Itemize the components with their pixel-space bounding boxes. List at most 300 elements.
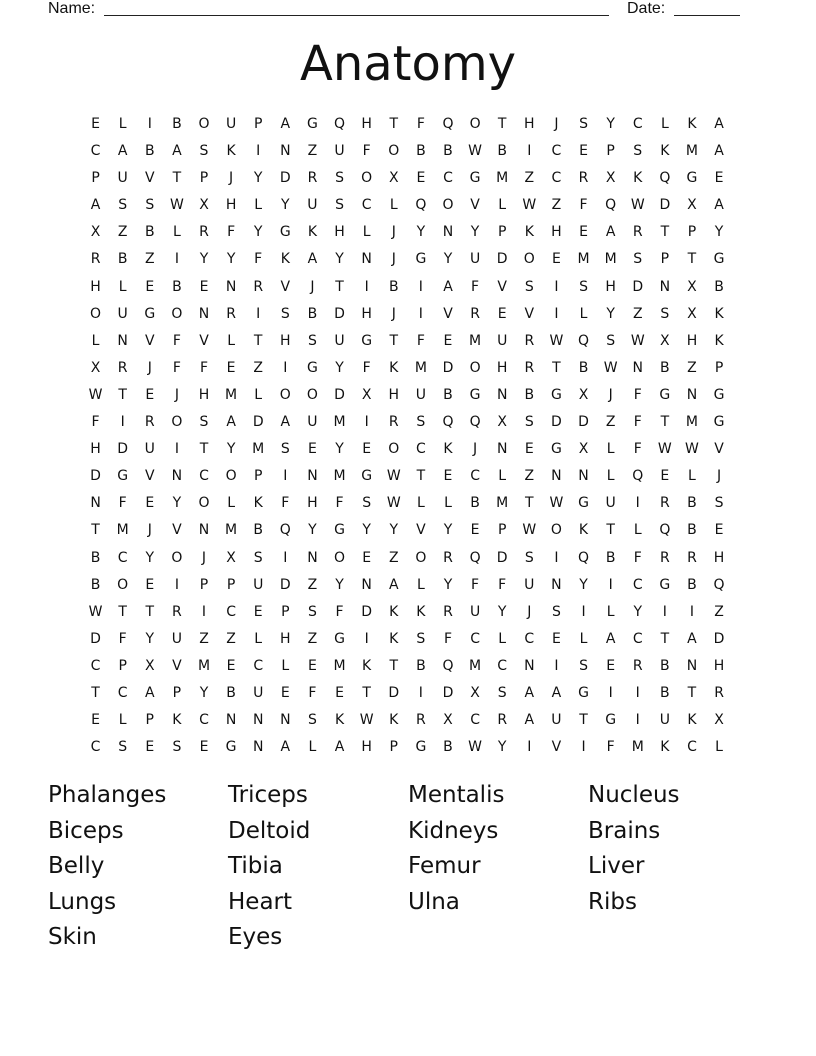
grid-letter: N: [524, 657, 535, 674]
grid-letter: E: [308, 657, 317, 674]
grid-letter: N: [686, 657, 698, 674]
grid-letter: G: [415, 739, 427, 756]
grid-letter: O: [90, 305, 102, 322]
grid-letter: E: [497, 305, 507, 322]
grid-letter: U: [469, 251, 481, 268]
grid-row: [82, 709, 733, 736]
grid-letter: P: [281, 603, 290, 620]
grid-letter: H: [361, 739, 372, 756]
grid-letter: F: [91, 414, 100, 431]
grid-letter: R: [714, 684, 724, 701]
grid-letter: B: [524, 386, 535, 403]
grid-letter: L: [660, 116, 669, 132]
grid-letter: J: [473, 441, 478, 458]
grid-letter: M: [685, 143, 698, 160]
grid-row: [82, 140, 733, 167]
grid-letter: U: [117, 170, 128, 187]
grid-letter: L: [444, 495, 452, 512]
grid-letter: S: [633, 143, 643, 160]
grid-letter: L: [254, 386, 263, 403]
grid-letter: J: [717, 468, 722, 485]
grid-letter: Y: [497, 603, 507, 620]
grid-letter: A: [280, 414, 291, 431]
grid-letter: G: [578, 684, 589, 701]
grid-letter: I: [581, 739, 586, 756]
grid-letter: F: [227, 224, 236, 241]
grid-letter: F: [199, 359, 209, 376]
word-list-item: Belly: [48, 853, 105, 879]
grid-letter: R: [524, 359, 535, 376]
grid-row: [82, 682, 733, 709]
grid-letter: Z: [307, 630, 318, 647]
grid-letter: D: [496, 251, 508, 268]
grid-letter: D: [252, 414, 264, 431]
grid-letter: C: [90, 143, 101, 160]
grid-letter: G: [361, 468, 373, 485]
grid-letter: J: [147, 359, 152, 376]
header: [48, 0, 748, 20]
grid-letter: B: [605, 549, 616, 566]
grid-letter: E: [606, 657, 616, 674]
grid-row: [82, 384, 733, 411]
grid-letter: K: [389, 603, 399, 620]
grid-letter: H: [90, 441, 101, 458]
grid-letter: R: [117, 359, 128, 376]
grid-letter: T: [118, 386, 127, 403]
grid-letter: W: [522, 522, 537, 539]
grid-row: [82, 438, 733, 465]
grid-letter: N: [90, 495, 101, 512]
grid-letter: K: [687, 116, 697, 132]
grid-letter: B: [90, 576, 101, 593]
grid-letter: T: [660, 630, 670, 647]
grid-letter: Q: [605, 197, 617, 214]
grid-letter: M: [225, 522, 238, 539]
grid-letter: X: [144, 657, 155, 674]
grid-letter: M: [225, 386, 238, 403]
grid-letter: K: [334, 712, 345, 729]
grid-letter: P: [91, 170, 100, 187]
grid-letter: S: [714, 495, 724, 512]
grid-letter: R: [524, 332, 535, 349]
grid-letter: C: [632, 630, 643, 647]
grid-letter: C: [199, 712, 209, 729]
word-list-item: Lungs: [48, 888, 117, 915]
grid-letter: T: [389, 116, 399, 132]
grid-row: [82, 465, 733, 492]
grid-letter: E: [362, 549, 372, 566]
grid-letter: Z: [199, 630, 209, 647]
grid-letter: A: [117, 143, 128, 160]
grid-letter: G: [659, 386, 671, 403]
grid-letter: Y: [362, 522, 371, 539]
grid-letter: I: [635, 495, 640, 512]
grid-letter: L: [281, 657, 290, 674]
grid-letter: D: [659, 197, 671, 214]
grid-letter: B: [117, 251, 128, 268]
grid-letter: J: [201, 549, 207, 566]
grid-letter: L: [715, 739, 723, 756]
grid-letter: Q: [442, 657, 454, 674]
grid-letter: K: [389, 630, 399, 647]
grid-letter: M: [116, 522, 129, 539]
grid-letter: X: [470, 684, 480, 701]
grid-letter: U: [225, 116, 237, 132]
grid-letter: B: [443, 386, 453, 403]
grid-letter: A: [90, 197, 101, 214]
grid-letter: T: [660, 414, 670, 431]
grid-letter: D: [713, 630, 725, 647]
grid-letter: G: [307, 359, 318, 376]
grid-letter: W: [169, 197, 184, 214]
grid-letter: K: [253, 495, 263, 512]
grid-letter: Y: [497, 739, 507, 756]
grid-letter: I: [174, 251, 179, 268]
grid-letter: S: [579, 116, 588, 132]
grid-letter: X: [605, 170, 616, 187]
grid-letter: L: [118, 712, 127, 729]
grid-letter: O: [469, 116, 481, 132]
grid-letter: O: [198, 116, 210, 132]
grid-letter: T: [660, 224, 670, 241]
grid-letter: T: [253, 332, 263, 349]
grid-letter: L: [498, 630, 507, 647]
grid-letter: Z: [307, 143, 318, 160]
grid-letter: O: [334, 549, 346, 566]
grid-letter: G: [117, 468, 129, 485]
grid-letter: T: [335, 278, 344, 295]
grid-letter: Z: [632, 305, 643, 322]
grid-letter: G: [605, 712, 617, 729]
grid-letter: X: [388, 170, 399, 187]
grid-letter: C: [117, 684, 128, 701]
grid-letter: E: [145, 739, 155, 756]
grid-letter: A: [551, 684, 562, 701]
grid-letter: B: [226, 684, 236, 701]
grid-letter: P: [172, 684, 182, 701]
grid-letter: F: [281, 495, 290, 512]
grid-letter: K: [307, 224, 318, 241]
grid-letter: A: [144, 684, 155, 701]
grid-letter: S: [416, 414, 426, 431]
grid-letter: T: [606, 522, 615, 539]
grid-letter: L: [606, 603, 615, 620]
grid-letter: I: [635, 684, 640, 701]
grid-letter: F: [633, 386, 642, 403]
grid-letter: T: [579, 712, 588, 729]
grid-letter: G: [334, 522, 345, 539]
grid-letter: A: [714, 116, 724, 132]
grid-letter: K: [226, 143, 236, 160]
grid-letter: K: [389, 712, 399, 729]
grid-letter: E: [579, 143, 588, 160]
grid-letter: K: [660, 739, 670, 756]
grid-letter: R: [443, 603, 453, 620]
grid-letter: C: [443, 170, 453, 187]
grid-letter: S: [497, 684, 507, 701]
grid-row: [82, 194, 733, 221]
grid-letter: X: [497, 414, 507, 431]
grid-letter: N: [496, 386, 508, 403]
grid-letter: O: [523, 251, 535, 268]
grid-letter: N: [578, 468, 589, 485]
grid-letter: C: [117, 549, 128, 566]
grid-letter: T: [687, 251, 697, 268]
word-list-item: Femur: [408, 853, 481, 879]
grid-letter: X: [226, 549, 236, 566]
grid-letter: J: [391, 224, 396, 241]
grid-letter: D: [632, 278, 644, 295]
grid-letter: N: [225, 278, 237, 295]
grid-row: [82, 519, 733, 546]
grid-row: [82, 492, 733, 519]
grid-letter: W: [88, 386, 103, 403]
grid-letter: K: [389, 359, 399, 376]
grid-row: [82, 411, 733, 438]
grid-letter: D: [334, 305, 345, 322]
grid-letter: O: [279, 386, 291, 403]
grid-letter: M: [496, 495, 509, 512]
grid-letter: Y: [389, 522, 399, 539]
grid-letter: E: [145, 576, 155, 593]
grid-letter: K: [687, 712, 697, 729]
grid-letter: E: [443, 468, 453, 485]
grid-letter: A: [388, 576, 399, 593]
grid-letter: T: [416, 468, 426, 485]
grid-letter: W: [685, 441, 699, 458]
grid-letter: I: [283, 468, 288, 485]
grid-letter: P: [660, 251, 670, 268]
grid-letter: M: [469, 332, 482, 349]
grid-letter: C: [632, 116, 643, 132]
grid-letter: V: [144, 468, 155, 485]
grid-letter: D: [117, 441, 129, 458]
grid-letter: H: [496, 359, 508, 376]
grid-letter: P: [687, 224, 697, 241]
grid-letter: S: [606, 332, 616, 349]
grid-letter: G: [361, 332, 373, 349]
grid-letter: T: [91, 684, 100, 701]
grid-letter: H: [605, 278, 616, 295]
grid-letter: Y: [443, 251, 453, 268]
grid-letter: S: [660, 305, 670, 322]
grid-letter: U: [307, 414, 318, 431]
grid-letter: C: [199, 468, 209, 485]
grid-letter: E: [280, 684, 290, 701]
grid-letter: G: [550, 441, 562, 458]
grid-row: [82, 276, 733, 303]
grid-letter: L: [498, 468, 507, 485]
grid-letter: Q: [659, 170, 671, 187]
grid-letter: P: [253, 116, 263, 132]
grid-letter: E: [551, 630, 561, 647]
grid-letter: R: [659, 495, 670, 512]
grid-letter: O: [388, 441, 400, 458]
grid-letter: D: [90, 630, 101, 647]
grid-row: [82, 221, 733, 248]
grid-letter: B: [497, 143, 507, 160]
grid-letter: W: [630, 332, 645, 349]
grid-letter: U: [524, 576, 535, 593]
grid-letter: A: [280, 116, 291, 132]
grid-letter: I: [283, 549, 288, 566]
grid-letter: V: [199, 332, 209, 349]
grid-letter: Y: [226, 441, 236, 458]
grid-letter: Q: [632, 468, 644, 485]
grid-letter: U: [334, 332, 345, 349]
grid-letter: B: [660, 657, 670, 674]
grid-letter: O: [415, 549, 427, 566]
grid-letter: R: [253, 278, 264, 295]
grid-letter: T: [118, 603, 127, 620]
grid-letter: M: [469, 657, 482, 674]
grid-letter: R: [632, 224, 643, 241]
grid-letter: P: [253, 468, 263, 485]
grid-letter: X: [687, 278, 697, 295]
grid-letter: C: [632, 576, 643, 593]
date-field-line: [674, 15, 740, 16]
grid-letter: E: [199, 278, 209, 295]
word-list-item: Biceps: [48, 817, 124, 844]
grid-row: [82, 167, 733, 194]
grid-letter: N: [117, 332, 128, 349]
grid-letter: W: [386, 468, 401, 485]
grid-letter: M: [685, 414, 698, 431]
grid-letter: W: [386, 495, 401, 512]
grid-letter: Q: [578, 332, 590, 349]
grid-letter: X: [361, 386, 372, 403]
grid-letter: G: [279, 224, 291, 241]
date-label: Date:: [627, 0, 666, 17]
grid-letter: Y: [335, 576, 344, 593]
grid-letter: J: [391, 251, 396, 268]
grid-letter: K: [714, 305, 724, 322]
grid-letter: H: [307, 495, 318, 512]
grid-letter: Y: [606, 305, 615, 322]
grid-letter: W: [549, 332, 564, 349]
grid-letter: U: [659, 712, 670, 729]
grid-row: [82, 655, 733, 682]
grid-letter: S: [307, 712, 317, 729]
grid-letter: T: [389, 657, 399, 674]
grid-letter: I: [554, 657, 559, 674]
grid-letter: F: [172, 332, 181, 349]
grid-letter: Q: [415, 197, 427, 214]
grid-letter: Q: [469, 549, 481, 566]
grid-letter: B: [687, 576, 697, 593]
grid-letter: U: [253, 684, 264, 701]
grid-letter: B: [388, 278, 399, 295]
grid-letter: Y: [443, 576, 453, 593]
grid-letter: S: [280, 441, 290, 458]
grid-letter: S: [524, 549, 534, 566]
grid-letter: L: [118, 116, 127, 132]
grid-letter: J: [554, 116, 559, 132]
grid-letter: K: [362, 657, 372, 674]
grid-letter: O: [117, 576, 129, 593]
grid-letter: F: [172, 359, 181, 376]
grid-letter: B: [144, 224, 155, 241]
grid-letter: C: [497, 657, 508, 674]
grid-letter: S: [524, 414, 534, 431]
grid-letter: L: [688, 468, 696, 485]
grid-letter: D: [578, 414, 589, 431]
grid-letter: K: [660, 143, 670, 160]
word-list-item: Phalanges: [48, 782, 167, 808]
grid-letter: O: [198, 495, 210, 512]
grid-letter: H: [90, 278, 101, 295]
grid-letter: N: [551, 468, 562, 485]
grid-letter: M: [333, 657, 346, 674]
grid-letter: I: [635, 712, 640, 729]
word-list-item: Nucleus: [588, 782, 680, 808]
grid-letter: Y: [308, 522, 317, 539]
grid-letter: L: [118, 278, 127, 295]
grid-letter: L: [579, 630, 588, 647]
grid-letter: C: [524, 630, 535, 647]
grid-letter: K: [578, 522, 589, 539]
grid-letter: P: [118, 657, 127, 674]
grid-letter: B: [253, 522, 264, 539]
grid-letter: X: [714, 712, 724, 729]
grid-letter: K: [524, 224, 534, 241]
grid-letter: Z: [524, 170, 535, 187]
grid-letter: R: [470, 305, 480, 322]
grid-letter: G: [713, 386, 725, 403]
word-list-item: Deltoid: [228, 817, 311, 844]
grid-letter: O: [550, 522, 562, 539]
grid-letter: T: [525, 495, 534, 512]
grid-letter: I: [554, 549, 559, 566]
grid-letter: E: [714, 170, 724, 187]
grid-letter: T: [497, 116, 507, 132]
grid-letter: O: [388, 143, 400, 160]
grid-letter: P: [199, 170, 209, 187]
grid-letter: G: [713, 251, 725, 268]
grid-letter: H: [388, 386, 400, 403]
grid-letter: G: [659, 576, 671, 593]
grid-letter: Q: [442, 414, 454, 431]
grid-letter: W: [630, 197, 645, 214]
grid-letter: F: [308, 684, 317, 701]
grid-letter: P: [226, 576, 236, 593]
grid-letter: T: [552, 359, 561, 376]
grid-letter: Q: [578, 549, 590, 566]
grid-letter: O: [442, 197, 454, 214]
grid-letter: K: [416, 603, 426, 620]
grid-letter: N: [198, 305, 210, 322]
grid-letter: E: [145, 278, 155, 295]
grid-letter: E: [362, 441, 372, 458]
grid-letter: I: [174, 441, 179, 458]
grid-letter: B: [660, 359, 670, 376]
grid-letter: V: [443, 305, 453, 322]
grid-letter: S: [118, 739, 128, 756]
word-list-item: Liver: [588, 853, 645, 879]
grid-letter: N: [361, 576, 372, 593]
grid-letter: Z: [605, 414, 616, 431]
grid-row: [82, 574, 733, 601]
grid-letter: L: [362, 224, 371, 241]
grid-letter: P: [714, 359, 724, 376]
grid-letter: F: [362, 359, 371, 376]
grid-letter: T: [145, 603, 155, 620]
grid-letter: C: [90, 657, 101, 674]
grid-letter: D: [334, 386, 345, 403]
grid-letter: R: [659, 549, 670, 566]
grid-letter: L: [308, 739, 317, 756]
grid-letter: P: [497, 522, 507, 539]
